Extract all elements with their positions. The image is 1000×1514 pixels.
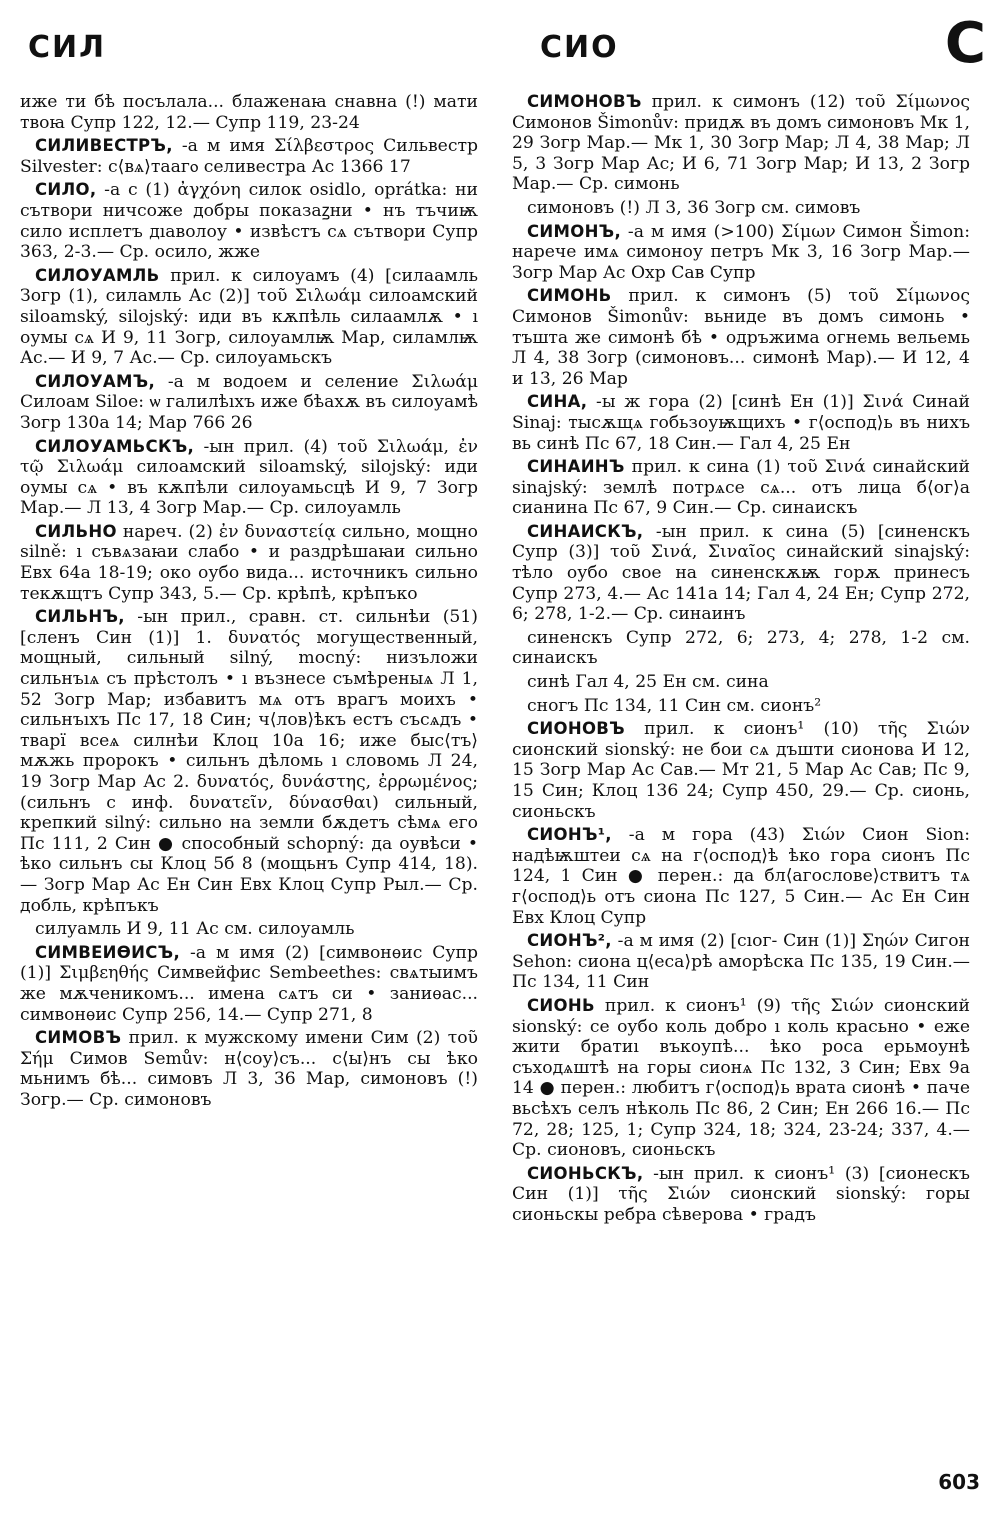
entry-headword: СИОНЪ², [527,931,612,951]
dictionary-entry [512,719,970,822]
dictionary-entry [512,198,970,219]
entry-headword: СИМОВЪ [35,1028,122,1048]
dictionary-entry [20,607,478,916]
entry-text: -ын прил. к сионъ¹ (3) [сионескъ Син (1)] τῆς Σιών сионский sionský: горы сионьскы ребра сѣверова • градъ [512,1163,970,1225]
dictionary-entry [20,372,478,434]
dictionary-entry [512,628,970,669]
section-letter: С [944,11,986,76]
entry-headword: СИНАИСКЪ, [527,521,644,541]
running-head-left: СИЛ [28,30,107,65]
dictionary-entry [512,696,970,717]
entry-headword: СИЛОУАМЪ, [35,371,156,391]
entry-headword: СИОНЪ¹, [527,825,612,845]
entry-headword: СИМВЕИѲИСЪ, [35,942,181,962]
entry-text: прил. к мужскому имени Сим (2) τοῦ Σήμ Симов Semův: н⟨соу⟩съ... с⟨ы⟩нъ сы ѣко мьнимъ бѣ... симовъ Л 3, 36 Мар, симоновъ (!) Зогр.— Ср. симоновъ [20,1028,478,1110]
dictionary-entry [512,1164,970,1226]
entry-text: прил. к сина (1) τοῦ Σινά синайский sinajský: землѣ потрѧсе сѧ... отъ лица б⟨ог⟩а сианина Пс 67, 9 Син.— Ср. синаискъ [512,457,970,519]
entry-text: прил. к силоуамъ (4) [силаамль Зогр (1), силамль Ас (2)] τοῦ Σιλωάμ силоамский siloamský, silojský: иди въ кѫпѣль силаамлѫ • ı оумы сѧ И 9, 11 Зогр, силоуамлѭ Мар, силамлѭ Ас.— И 9, 7 Ас.— Ср. силоуамьскъ [20,265,478,369]
entry-text: -а м гора (43) Σιών Сион Sion: надѣѭштеи сѧ на г⟨оспод⟩ѣ ѣко гора сионъ Пс 124, 1 Син ● перен.: да бл⟨агослове⟩ствитъ тѧ г⟨оспод⟩ь отъ сиона Пс 127, 5 Син.— Ас Ен Син Евх Клоц Супр [512,825,970,928]
entry-text: -ы ж гора (2) [синѣ Ен (1)] Σινά Синай Sinaj: тысѫщѧ гобьзоуѭщихъ • г⟨оспод⟩ь въ нихъ вь синѣ Пс 67, 18 Син.— Гал 4, 25 Ен [512,392,970,454]
entry-headword: СИОНЬСКЪ, [527,1163,644,1183]
entry-text: -а м водоем и селение Σιλωάμ Силоам Siloe: ѡ галилѣıхъ иже бѣахѫ въ силоуамѣ Зогр 130а 14; Мар 766 26 [20,371,478,433]
entry-text: силуамль И 9, 11 Ас см. силоуамль [35,919,355,940]
entry-text: прил. к симонъ (12) τοῦ Σίμωνος Симонов Šimonův: придѫ въ домъ симоновъ Мк 1, 29 Зогр Мар.— Мк 1, 30 Зогр Мар; Л 4, 38 Мар; Л 5, 3 Зогр Мар Ас; И 6, 71 Зогр Мар; И 13, 2 Зогр Мар.— Ср. симонь [512,92,970,195]
entry-text: синѣ Гал 4, 25 Ен см. сина [527,672,769,693]
dictionary-entry [512,92,970,195]
right-column [512,92,970,1228]
dictionary-entry [512,996,970,1161]
entry-headword: СИМОНОВЪ [527,92,642,111]
dictionary-entry [20,1028,478,1110]
entry-text: -ын прил. (4) τοῦ Σιλωάμ, ἐν τῷ Σιλωάμ силоамский siloamský, silojský: иди оумы сѧ • въ кѫпѣли силоуамьсцѣ И 9, 7 Зогр Мар.— Л 13, 4 Зогр Мар.— Ср. силоуамль [20,436,478,519]
left-column [20,92,478,1114]
entry-text: -а м имя (>100) Σίμων Симон Šimon: нарече имѧ симоноу петръ Мк 3, 16 Зогр Мар.— Зогр Мар Ас Охр Сав Супр [512,221,970,283]
entry-text: прил. к симонъ (5) τοῦ Σίμωνος Симонов Šimonův: вьниде въ домъ симонь • тъшта же симонѣ бѣ • одръжима огнемь вельемь Л 4, 38 Зогр (симоновъ... симонѣ Мар).— И 12, 4 и 13, 26 Мар [512,286,970,389]
entry-headword: СИНА, [527,392,588,412]
dictionary-entry [512,931,970,993]
dictionary-entry [512,825,970,928]
page-header [0,0,1000,80]
entry-headword: СИЛЬНО [35,521,117,541]
entry-text: -а м имя (2) [сıог- Син (1)] Σηών Сигон Sehon: сиона ц⟨еса⟩рѣ аморѣска Пс 135, 19 Син.— Пс 134, 11 Син [512,931,970,993]
entry-text: -а м имя Σίλβεστρος Сильвестр Silvester: с⟨вѧ⟩таагⲟ селивестра Ас 1366 17 [20,136,478,177]
entry-headword: СИОНОВЪ [527,719,625,739]
dictionary-entry [20,943,478,1025]
dictionary-entry [20,522,478,604]
dictionary-entry [512,672,970,693]
dictionary-entry [512,392,970,454]
entry-text: -а с (1) ἀγχόνη силок osidlo, oprátka: ни сътвори ничсоже добры показаꙁни • нъ тъчиѭ сило исплетъ дıаволоу • извѣстъ сѧ сътвори Супр 363, 2-3.— Ср. осило, жже [20,180,478,263]
entry-headword: СИЛОУАМЬСКЪ, [35,436,195,456]
entry-text: -а м имя (2) [симвонѳис Супр (1)] Σιμβεηθής Симвейфис Sembeethes: свѧтыимъ же мѫченикомъ... имена сѧтъ си • заниѳас... симвонѳис Супр 256, 14.— Супр 271, 8 [20,942,478,1025]
entry-headword: СИЛОУАМЛЬ [35,265,160,285]
dictionary-entry [512,286,970,389]
entry-text: -ын прил. к сина (5) [синенскъ Супр (3)] τοῦ Σινά, Σιναῖος синайский sinajský: тѣло оубо свое на синенскѫѭ горѫ принесъ Супр 273, 4.— Ас 141а 14; Гал 4, 24 Ен; Супр 272, 6; 278, 1-2.— Ср. синаинъ [512,521,970,625]
dictionary-entry [512,457,970,519]
entry-headword: СИЛИВЕСТРЪ, [35,136,173,156]
entry-headword: СИЛЬНЪ, [35,607,125,627]
page-number: 603 [938,1470,980,1494]
dictionary-entry [20,92,478,133]
entry-text: прил. к сионъ¹ (9) τῆς Σιών сионский sionský: се оубо коль добро ı коль красьно • еже жити братиı въкоупѣ... ѣко роса ерьмоунѣ съходѧштѣ на горы сионѧ Пс 132, 3 Син; Евх 9а 14 ● перен.: любитъ г⟨оспод⟩ь врата сионѣ • паче вьсѣхъ селъ нѣколь Пс 86, 2 Син; Ен 266 16.— Пс 72, 28; 125, 1; Супр 324, 18; 324, 23-24; 337, 4.— Ср. сионовъ, сионьскъ [512,995,970,1161]
entry-text: иже ти бѣ посълала... блаженаꙗ снавна (!) мати твоꙗ Супр 122, 12.— Супр 119, 23-24 [20,92,478,133]
entry-text: синенскъ Супр 272, 6; 273, 4; 278, 1-2 см. синаискъ [512,627,970,669]
entry-text: -ын прил., сравн. ст. сильнѣи (51) [сленъ Син (1)] 1. δυνατός могущественный, мощный, сильный silný, mocný: низъложи сильнъıѧ съ прѣстолъ • ı възнесе съмѣреныѧ Л 1, 52 Зогр Мар; избавитъ мѧ отъ врагъ моихъ • сильнъıхъ Пс 17, 18 Син; ч⟨лов⟩ѣкъ естъ съсѧдъ • тварï всеѧ силнѣи Клоц 10а 16; иже быс⟨тъ⟩ мѫжь пророкъ • сильнъ дѣломь ı словомь Л 24, 19 Зогр Мар Ас 2. δυνατός, δυνάστης, ἐρρωμένος; (сильнъ с инф. δυνατεῖν, δύνασθαι) сильный, крепкий silný: сильно на земли бѫдетъ сѣмѧ его Пс 111, 2 Син ● способный schopný: да оувѣси • ѣко сильнъ сы Клоц 5б 8 (мощьнъ Супр 414, 18).— Зогр Мар Ас Ен Син Евх Клоц Супр Рыл.— Ср. добль, крѣпъкъ [20,607,478,916]
dictionary-entry [20,136,478,177]
dictionary-entry [512,222,970,284]
running-head-middle: СИО [540,30,619,65]
dictionary-entry [20,266,478,369]
dictionary-entry [20,919,478,940]
dictionary-entry [20,180,478,262]
entry-text: нареч. (2) ἐν δυναστείᾳ сильно, мощно silně: ı съвѧзаꙗи слабо • и раздрѣшаꙗи сильно Евх 64а 18-19; око оубо вида... источникъ сильно текѫщтъ Супр 343, 5.— Ср. крѣпѣ, крѣпъко [20,521,478,604]
dictionary-entry [20,437,478,519]
entry-text: сногъ Пс 134, 11 Син см. сионъ² [527,695,822,716]
dictionary-entry [512,522,970,625]
entry-text: прил. к сионъ¹ (10) τῆς Σιών сионский sionský: не бои сѧ дъшти сионова И 12, 15 Зогр Мар Ас Сав.— Мт 21, 5 Мар Ас Сав; Пс 9, 15 Син; Клоц 136 24; Супр 450, 29.— Ср. сионь, сионьскъ [512,719,970,822]
entry-text: симоновъ (!) Л 3, 36 Зогр см. симовъ [527,197,861,218]
entry-headword: СИНАИНЪ [527,457,625,477]
entry-headword: СИМОНЬ [527,286,612,306]
entry-headword: СИОНЬ [527,995,595,1015]
entry-headword: СИЛО, [35,180,97,200]
entry-headword: СИМОНЪ, [527,221,622,241]
